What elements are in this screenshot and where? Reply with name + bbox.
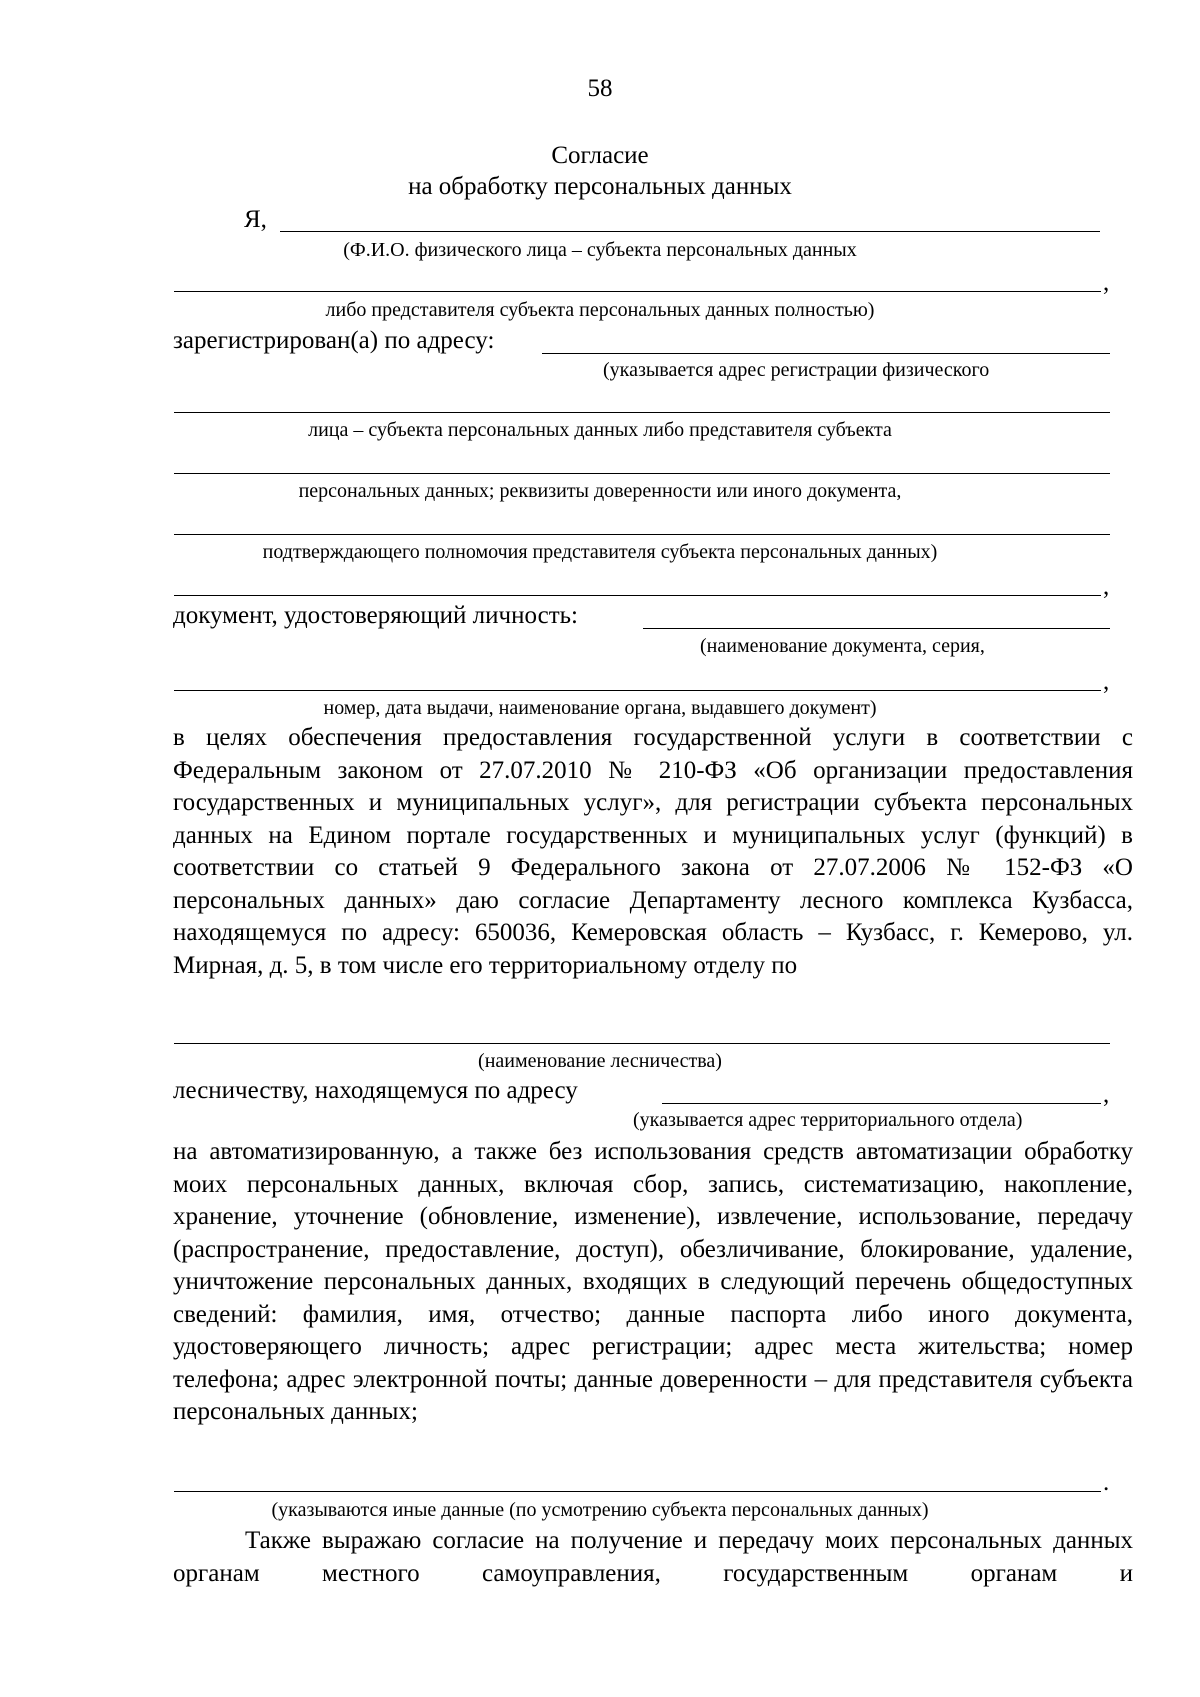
- forestry-label: лесничеству, находящемуся по адресу: [173, 1077, 578, 1104]
- document-comma: ,: [1103, 668, 1110, 695]
- fio-input-line[interactable]: [280, 231, 1100, 232]
- forestry-name-line[interactable]: [174, 1043, 1110, 1044]
- address-input-line[interactable]: [542, 353, 1110, 354]
- purpose-paragraph: в целях обеспечения предоставления государственной услуги в соответствии с Федеральным законом от 27.07.2010 № 210-ФЗ «Об организации предоставления государственных и муниципальных услуг», для регистрации субъекта персональных данных на Едином портале государственных и муниципальных услуг (функций) в соответствии со статьей 9 Федерального закона от 27.07.2006 № 152-ФЗ «О персональных данных» даю согласие Департаменту лесного комплекса Кузбасса, находящемуся по адресу: 650036, Кемеровская область – Кузбасс, г. Кемерово, ул. Мирная, д. 5, в том числе его территориальному отделу по: [173, 724, 1133, 979]
- fio-continuation-line[interactable]: [174, 291, 1101, 292]
- address-line-5[interactable]: [174, 595, 1101, 596]
- address-line-2[interactable]: [174, 412, 1110, 413]
- document-caption-1: (наименование документа, серия,: [700, 635, 985, 657]
- address-comma: ,: [1103, 573, 1110, 600]
- document-caption-2: номер, дата выдачи, наименование органа, выдавшего документ): [323, 697, 877, 719]
- address-line-3[interactable]: [174, 473, 1110, 474]
- other-data-caption: (указываются иные данные (по усмотрению субъекта персональных данных): [271, 1499, 929, 1521]
- territorial-address-line[interactable]: [662, 1103, 1101, 1104]
- territorial-comma: ,: [1103, 1081, 1110, 1108]
- territorial-caption: (указывается адрес территориального отдела): [633, 1109, 1023, 1131]
- address-caption-3: персональных данных; реквизиты доверенности или иного документа,: [298, 480, 902, 502]
- processing-paragraph: на автоматизированную, а также без использования средств автоматизации обработку моих персональных данных, включая сбор, запись, систематизацию, накопление, хранение, уточнение (обновление, изменение), извлечение, использование, передачу (распространение, предоставление, доступ), обезличивание, блокирование, удаление, уничтожение персональных данных, входящих в следующий перечень общедоступных сведений: фамилия, имя, отчество; данные паспорта либо иного документа, удостоверяющего личность; адрес регистрации; адрес места жительства; номер телефона; адрес электронной почты; данные доверенности – для представителя субъекта персональных данных;: [173, 1138, 1133, 1425]
- consent-paragraph: Также выражаю согласие на получение и передачу моих персональных данных органам местного самоуправления, государственным органам и: [173, 1527, 1133, 1587]
- address-caption-2: лица – субъекта персональных данных либо представителя субъекта: [308, 419, 892, 441]
- registered-label: зарегистрирован(а) по адресу:: [173, 327, 495, 354]
- address-line-4[interactable]: [174, 534, 1110, 535]
- document-line-2[interactable]: [174, 690, 1101, 691]
- other-data-line[interactable]: [174, 1491, 1101, 1492]
- document-input-line[interactable]: [643, 628, 1110, 629]
- fio-caption-2: либо представителя субъекта персональных данных полностью): [325, 299, 875, 321]
- other-data-period: .: [1103, 1469, 1110, 1496]
- fio-caption-1: (Ф.И.О. физического лица – субъекта персональных данных: [343, 239, 857, 261]
- address-caption-4: подтверждающего полномочия представителя субъекта персональных данных): [262, 541, 938, 563]
- document-label: документ, удостоверяющий личность:: [173, 602, 578, 629]
- document-subtitle: на обработку персональных данных: [408, 173, 792, 200]
- fio-comma: ,: [1103, 269, 1110, 296]
- ya-label: Я,: [244, 206, 267, 233]
- address-caption-1: (указывается адрес регистрации физического: [603, 359, 990, 381]
- document-title: Согласие: [551, 142, 649, 169]
- page-number: 58: [587, 75, 613, 102]
- forestry-caption: (наименование лесничества): [478, 1050, 722, 1072]
